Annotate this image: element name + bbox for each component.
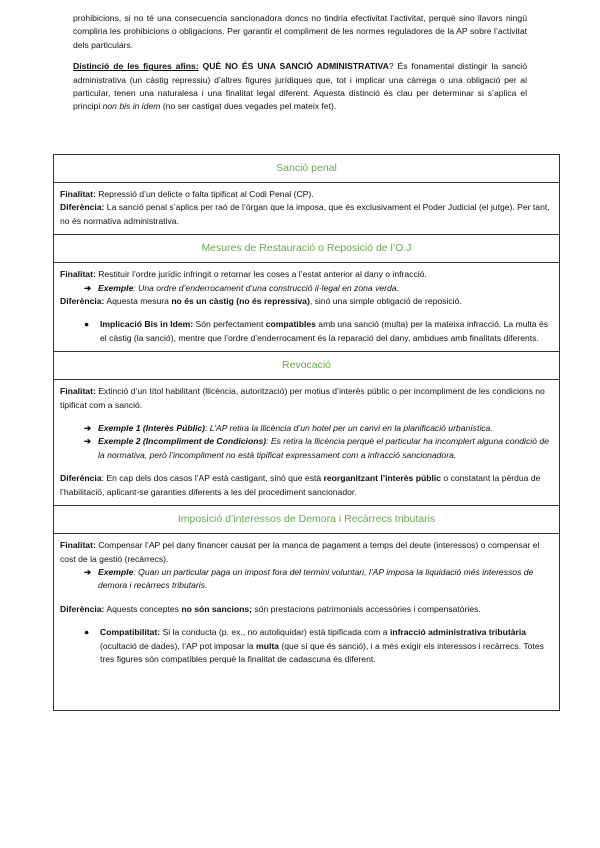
arrow-icon: ➔: [84, 566, 92, 577]
section-title-restauracio: Mesures de Restauració o Reposició de l’O.J: [54, 235, 559, 263]
intro-paragraph-2: Distinció de les figures afins: QUÈ NO ÉS UNA SANCIÓ ADMINISTRATIVA? És fonamental distingir la sanció administrativa (un càstig repressiu) d’altres figures jurídiques que, tot i implicar una càrrega o una obligació per al particular, tenen una naturalesa i una finalitat legal diferent. Aquesta distinció és clau per determinar si s’aplica el principi non bis in idem (no ser castigat dues vegades pel mateix fet).: [73, 61, 527, 112]
section-body-revocacio: Finalitat: Extinció d’un títol habilitant (llicència, autorització) per motius d’interès públic o per incompliment de les condicions no tipificat com a sanció. ➔ Exemple 1 (Interès Públic): L’AP retira la llicència d’un hotel per un canvi en la planificació urbanística. ➔ Exemple 2 (Incompliment de Condicions): Es retira la llicència perquè el particular ha incomplert alguna condició de la normativa, però l’incompliment no està tipificat expressament com a infracció sancionadora. Diferència: En cap dels dos casos l’AP està castigant, sinó que està reorganitzant l’interès públic o constatant la pèrdua de l’habilitació, aplicant-se garanties diferents a les del procediment sancionador.: [54, 380, 559, 506]
section-title-sancio-penal: Sanció penal: [54, 155, 559, 183]
intro-paragraph-1: prohibicions, si no té una consecuencia sancionadora doncs no tindria efectivitat l’activitat, perquè sino llavors ningú compliria les prohibicions o obligacions. Per garantir el compliment de les normes reguladores de la AP sobre l’activitat dels particulars.: [73, 13, 527, 50]
intro-text: [73, 12, 527, 122]
section-title-revocacio: Revocació: [54, 352, 559, 380]
arrow-icon: ➔: [84, 282, 92, 293]
example-item: ➔ Exemple 1 (Interès Públic): L’AP retira la llicència d’un hotel per un canvi en la planificació urbanística.: [60, 422, 553, 435]
bullet-icon: ●: [84, 627, 90, 638]
distinction-question: QUÈ NO ÉS UNA SANCIÓ ADMINISTRATIVA: [202, 61, 389, 72]
example-item: ➔ Exemple: Una ordre d’enderrocament d’una construcció il·legal en zona verda.: [60, 282, 553, 295]
section-body-sancio-penal: Finalitat: Repressió d’un delicte o falta tipificat al Codi Penal (CP). Diferència: La sanció penal s’aplica per raó de l’òrgan que la imposa, que és exclusivament el Poder Judicial (el jutge). Per tant, no és normativa administrativa.: [54, 183, 559, 235]
arrow-icon: ➔: [84, 436, 92, 447]
distinction-heading: Distinció de les figures afins:: [73, 61, 199, 72]
bullet-icon: ●: [84, 319, 90, 330]
bullet-item: ● Compatibilitat: Si la conducta (p. ex., no autoliquidar) està tipificada com a infracció administrativa tributària (ocultació de dades), l’AP pot imposar la multa (que sí que és sanció), i a més exigir els interessos i recàrrecs. Totes tres figures són compatibles perquè la finalitat de cadascuna és diferent.: [84, 627, 544, 664]
section-body-interessos: Finalitat: Compensar l’AP pel dany financer causat per la manca de pagament a temps del deute (interessos) o compensar el cost de la gestió (recàrrecs). ➔ Exemple: Quan un particular paga un impost fora del termini voluntari, l’AP imposa la liquidació més interessos de demora i recàrrecs tributaris. Diferència: Aquests conceptes no són sancions; són prestacions patrimonials accessòries i compensatòries. ● Compatibilitat: Si la conducta (p. ex., no autoliquidar) està tipificada com a infracció administrativa tributària (ocultació de dades), l’AP pot imposar la multa (que sí que és sanció), i a més exigir els interessos i recàrrecs. Totes tres figures són compatibles perquè la finalitat de cadascuna és diferent.: [54, 534, 559, 710]
arrow-icon: ➔: [84, 423, 92, 434]
section-title-interessos: Imposició d’interessos de Demora i Recàrrecs tributaris: [54, 506, 559, 534]
section-body-restauracio: Finalitat: Restituir l’ordre jurídic infringit o retornar les coses a l’estat anterior al dany o infracció. ➔ Exemple: Una ordre d’enderrocament d’una construcció il·legal en zona verda. Diferència: Aquesta mesura no és un càstig (no és repressiva), sinó una simple obligació de reposició. ● Implicació Bis in Idem: Són perfectament compatibles amb una sanció (multa) per la mateixa infracció. La multa és el càstig (la sanció), mentre que l’ordre d’enderrocament és la reparació del dany, ambdues amb finalitats diferents.: [54, 263, 559, 352]
bullet-item: ● Implicació Bis in Idem: Són perfectament compatibles amb una sanció (multa) per la mateixa infracció. La multa és el càstig (la sanció), mentre que l’ordre d’enderrocament és la reparació del dany, ambdues amb finalitats diferents.: [84, 319, 549, 343]
figures-table: [53, 154, 560, 711]
example-item: ➔ Exemple: Quan un particular paga un impost fora del termini voluntari, l’AP imposa la liquidació més interessos de demora i recàrrecs tributaris.: [84, 566, 534, 591]
example-item: ➔ Exemple 2 (Incompliment de Condicions): Es retira la llicència perquè el particular ha incomplert alguna condició de la normativa, però l’incompliment no està tipificat expressament com a infracció sancionadora.: [84, 436, 549, 460]
